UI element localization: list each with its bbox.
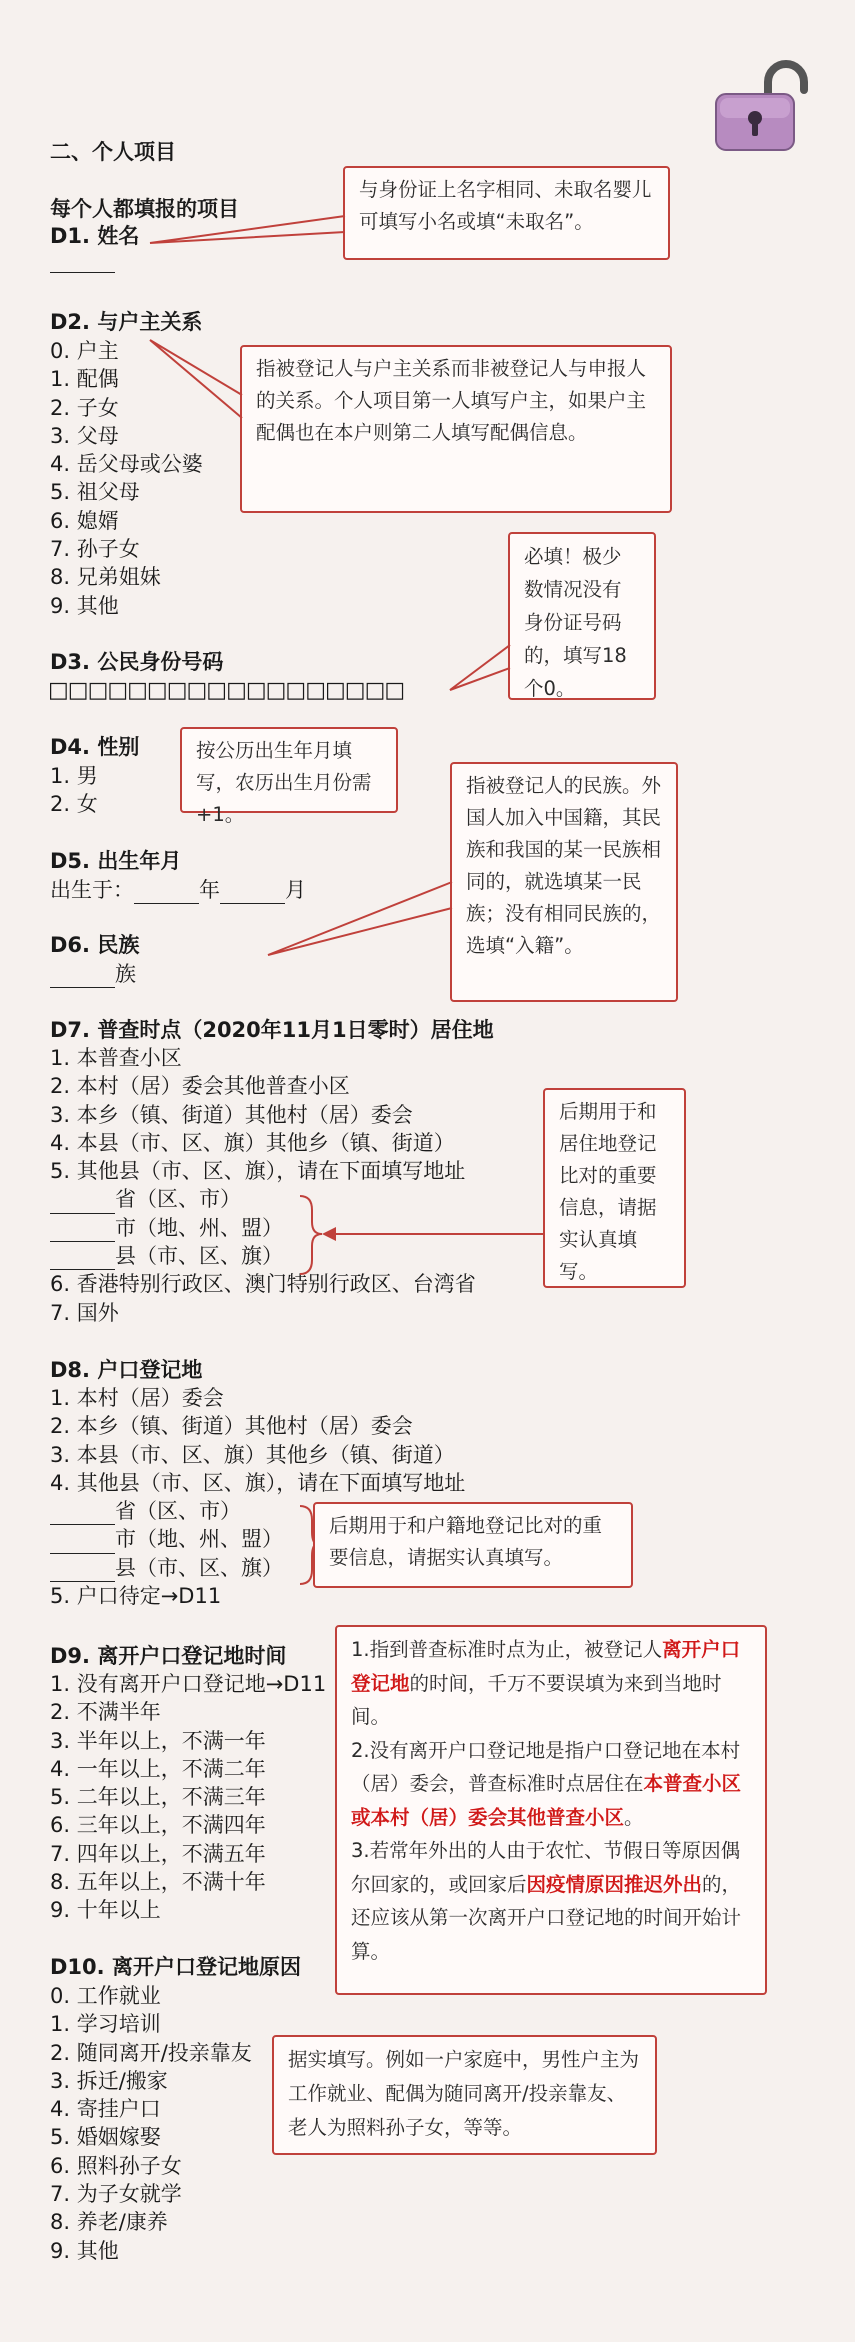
- d7-title: D7. 普查时点（2020年11月1日零时）居住地: [50, 1018, 494, 1042]
- list-item: 8. 养老/康养: [50, 2210, 168, 2235]
- d5-year-label: 年: [199, 878, 220, 902]
- list-item: 5. 户口待定→D11: [50, 1584, 222, 1609]
- d5-born-label: 出生于：: [50, 878, 134, 902]
- d6-title: D6. 民族: [50, 933, 140, 957]
- list-item: 3. 本乡（镇、街道）其他村（居）委会: [50, 1102, 413, 1127]
- d6-suffix: 族: [115, 962, 136, 986]
- list-item: 2. 本村（居）委会其他普查小区: [50, 1074, 350, 1099]
- d3-note: 必填！极少数情况没有身份证号码的，填写18个0。: [508, 532, 656, 700]
- list-item: 6. 照料孙子女: [50, 2153, 182, 2178]
- d9-note-text: 的，还应该从第一次离开户口登记地的时间开始计算。: [351, 1872, 742, 1963]
- list-item: 8. 五年以上，不满十年: [50, 1870, 266, 1895]
- list-item: 4. 本县（市、区、旗）其他乡（镇、街道）: [50, 1130, 455, 1155]
- d9-note-highlight: 因疫情原因推迟外出: [526, 1872, 703, 1896]
- list-item: 5. 二年以上，不满三年: [50, 1785, 266, 1810]
- d9-note-highlight: 离开户口登记地: [351, 1638, 741, 1695]
- list-item: 4. 其他县（市、区、旗），请在下面填写地址: [50, 1470, 466, 1495]
- list-item: 4. 岳父母或公婆: [50, 452, 203, 477]
- address-unit: 县（市、区、旗）: [115, 1244, 283, 1269]
- list-item: 3. 父母: [50, 423, 119, 448]
- list-item: 8. 兄弟姐妹: [50, 565, 161, 590]
- list-item: 7. 为子女就学: [50, 2182, 182, 2207]
- list-item: 7. 四年以上，不满五年: [50, 1841, 266, 1866]
- address-unit: 省（区、市）: [115, 1187, 241, 1212]
- d5-month-label: 月: [285, 878, 306, 902]
- d8-title: D8. 户口登记地: [50, 1358, 203, 1382]
- list-item: 7. 孙子女: [50, 537, 140, 562]
- list-item: 6. 香港特别行政区、澳门特别行政区、台湾省: [50, 1272, 476, 1297]
- list-item: 6. 媳婿: [50, 508, 119, 533]
- list-item: 2. 女: [50, 792, 98, 817]
- list-item: 1. 男: [50, 764, 98, 788]
- list-item: 7. 国外: [50, 1300, 119, 1325]
- address-unit: 市（地、州、盟）: [115, 1215, 283, 1240]
- d9-note-highlight: 本普查小区或本村（居）委会其他普查小区: [351, 1772, 742, 1829]
- list-item: 9. 十年以上: [50, 1898, 161, 1923]
- list-item: 2. 不满半年: [50, 1700, 161, 1725]
- list-item: 5. 婚姻嫁娶: [50, 2125, 161, 2150]
- d6-note: 指被登记人的民族。外国人加入中国籍，其民族和我国的某一民族相同的，就选填某一民族；没有相同民族的，选填“入籍”。: [450, 762, 678, 1002]
- d9-note-text: 。: [624, 1805, 644, 1829]
- d8-note: 后期用于和户籍地登记比对的重要信息，请据实认真填写。: [313, 1502, 633, 1588]
- list-item: 0. 工作就业: [50, 1984, 161, 2008]
- d5-title: D5. 出生年月: [50, 849, 182, 873]
- d9-note-text: 的时间，千万不要误填为来到当地时间。: [351, 1671, 722, 1728]
- list-item: 9. 其他: [50, 593, 119, 618]
- list-item: 1. 配偶: [50, 367, 119, 392]
- list-item: 5. 其他县（市、区、旗），请在下面填写地址: [50, 1159, 466, 1184]
- d1-title: D1. 姓名: [50, 224, 140, 248]
- d4-title: D4. 性别: [50, 735, 140, 759]
- list-item: 4. 寄挂户口: [50, 2097, 161, 2122]
- address-unit: 市（地、州、盟）: [115, 1527, 283, 1552]
- d3-id-boxes: □□□□□□□□□□□□□□□□□□: [48, 678, 405, 703]
- d2-title: D2. 与户主关系: [50, 310, 203, 334]
- d4-note: 按公历出生年月填写，农历出生月份需+1。: [180, 727, 398, 813]
- list-item: 4. 一年以上，不满二年: [50, 1756, 266, 1781]
- list-item: 9. 其他: [50, 2238, 119, 2263]
- address-unit: 省（区、市）: [115, 1499, 241, 1524]
- list-item: 1. 本普查小区: [50, 1046, 182, 1070]
- d10-title: D10. 离开户口登记地原因: [50, 1955, 301, 1979]
- section-title: 二、个人项目: [50, 140, 176, 164]
- d9-note-text: 1.指到普查标准时点为止，被登记人: [351, 1638, 663, 1661]
- list-item: 0. 户主: [50, 339, 119, 363]
- address-unit: 县（市、区、旗）: [115, 1555, 283, 1580]
- d10-note: 据实填写。例如一户家庭中，男性户主为工作就业、配偶为随同离开/投亲靠友、老人为照料孙子女，等等。: [272, 2035, 657, 2155]
- section-subtitle: 每个人都填报的项目: [50, 197, 239, 221]
- d1-note: 与身份证上名字相同、未取名婴儿可填写小名或填“未取名”。: [343, 166, 670, 260]
- list-item: 3. 拆迁/搬家: [50, 2068, 168, 2093]
- d7-note: 后期用于和居住地登记比对的重要信息，请据实认真填写。: [543, 1088, 686, 1288]
- list-item: 2. 子女: [50, 395, 119, 420]
- d2-note: 指被登记人与户主关系而非被登记人与申报人的关系。个人项目第一人填写户主，如果户主配偶也在本户则第二人填写配偶信息。: [240, 345, 672, 513]
- d9-note-text: 3.若常年外出的人由于农忙、节假日等原因偶尔回家的，或回家后: [351, 1839, 741, 1896]
- list-item: 3. 本县（市、区、旗）其他乡（镇、街道）: [50, 1442, 455, 1467]
- d9-title: D9. 离开户口登记地时间: [50, 1644, 287, 1668]
- d3-title: D3. 公民身份号码: [50, 650, 224, 674]
- list-item: 2. 随同离开/投亲靠友: [50, 2040, 252, 2065]
- list-item: 3. 半年以上，不满一年: [50, 1728, 266, 1753]
- d9-note-text: 2.没有离开户口登记地是指户口登记地在本村（居）委会，普查标准时点居住在: [351, 1738, 741, 1795]
- list-item: 1. 没有离开户口登记地→D11: [50, 1672, 327, 1696]
- list-item: 2. 本乡（镇、街道）其他村（居）委会: [50, 1414, 413, 1439]
- list-item: 6. 三年以上，不满四年: [50, 1813, 266, 1838]
- list-item: 1. 学习培训: [50, 2012, 161, 2037]
- list-item: 5. 祖父母: [50, 480, 140, 505]
- list-item: 1. 本村（居）委会: [50, 1386, 224, 1410]
